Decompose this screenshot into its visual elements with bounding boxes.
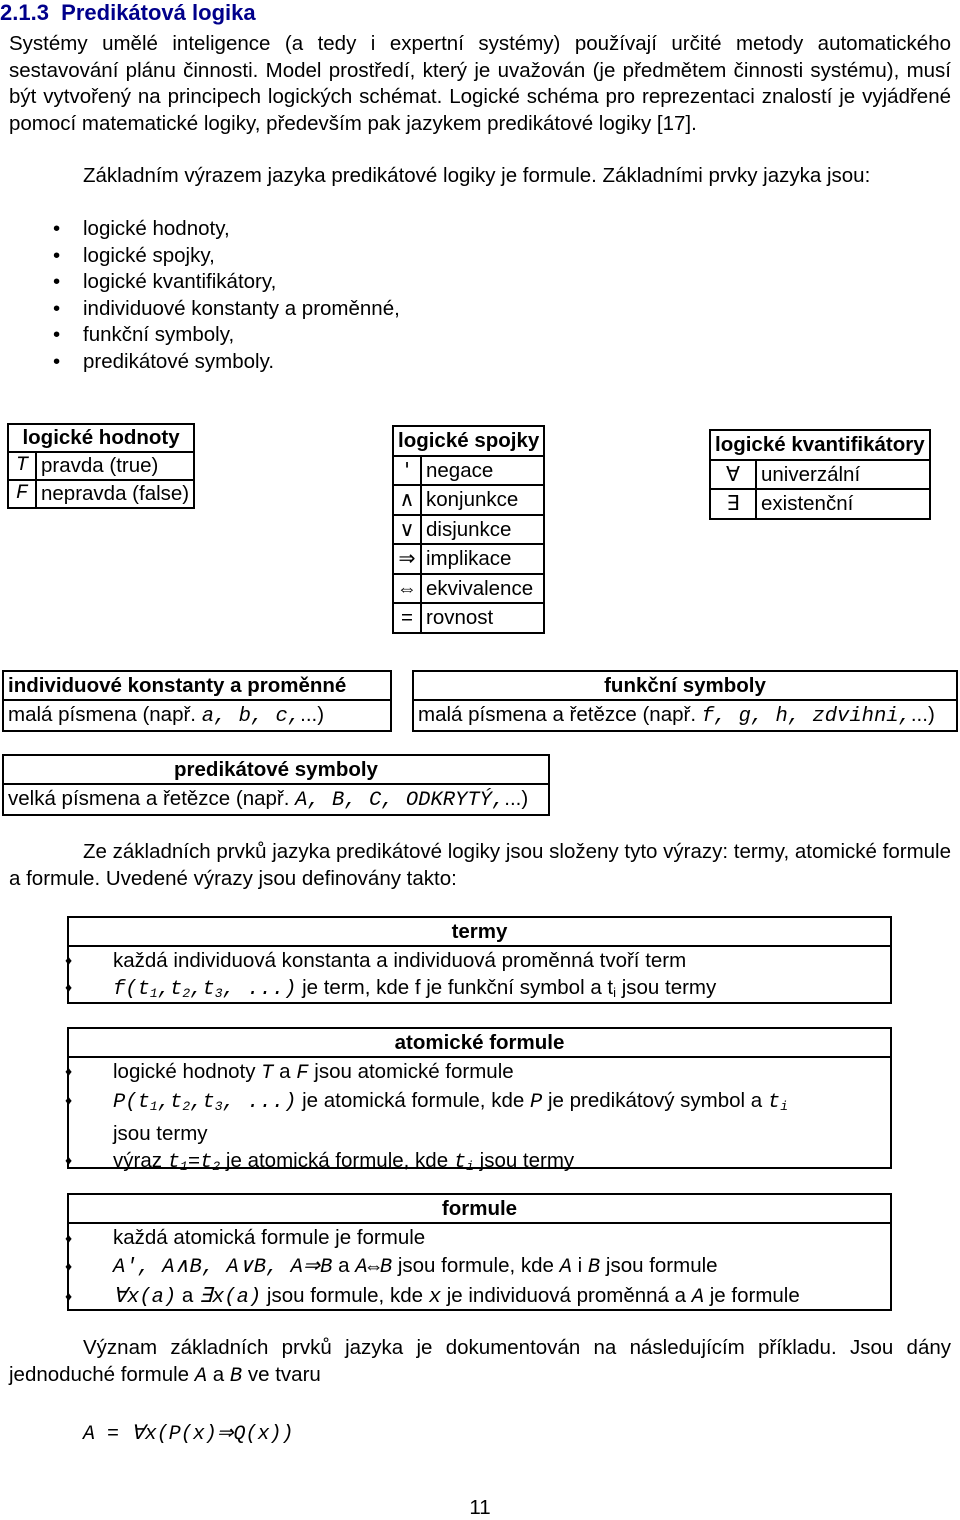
connectives-table bbox=[392, 425, 545, 634]
list-item: ♦ každá individuová konstanta a individuová proměnná tvoří term bbox=[69, 947, 890, 974]
symbol-cell: T bbox=[8, 452, 36, 480]
label-cell: rovnost bbox=[421, 603, 544, 633]
box-header: formule bbox=[69, 1195, 890, 1224]
equality-symbol: = bbox=[393, 603, 421, 633]
list-item: ♦ každá atomická formule je formule bbox=[69, 1224, 890, 1252]
section-heading bbox=[0, 0, 256, 26]
list-item: ♦ A', A∧B, A∨B, A⇒B a A⇔B jsou formule, kde A i B jsou formule bbox=[69, 1252, 890, 1282]
list-item: • individuové konstanty a proměnné, bbox=[9, 296, 609, 323]
list-item: • logické hodnoty, bbox=[9, 216, 609, 243]
table-header: logické hodnoty bbox=[8, 424, 194, 452]
list-item: • logické kvantifikátory, bbox=[9, 269, 609, 296]
label-cell: implikace bbox=[421, 544, 544, 574]
table-header: logické spojky bbox=[393, 426, 544, 456]
atomic-formulas-box bbox=[67, 1027, 892, 1174]
table-header: predikátové symboly bbox=[3, 755, 549, 784]
constants-description: malá písmena (např. a, b, c,...) bbox=[3, 700, 391, 731]
list-item: • predikátové symboly. bbox=[9, 349, 609, 376]
list-item: ♦ výraz $t_1=t_2$ je atomická formule, kde $t_i$ jsou termy bbox=[69, 1147, 890, 1180]
list-item: ♦ $P(t_1,t_2,t_3$, ...) je atomická formule, kde P je predikátový symbol a $t_i$ jsou termy bbox=[69, 1087, 890, 1147]
label-cell: negace bbox=[421, 456, 544, 486]
page-number: 11 bbox=[469, 1496, 491, 1519]
label-cell: existenční bbox=[756, 489, 930, 519]
label-cell: konjunkce bbox=[421, 485, 544, 515]
functions-description: malá písmena a řetězce (např. f, g, h, zdvihni,...) bbox=[413, 700, 957, 731]
existential-symbol: ∃ bbox=[710, 489, 756, 519]
example-paragraph: Význam základních prvků jazyka je dokumentován na následujícím příkladu. Jsou dány jednoduché formule A a B ve tvaru bbox=[9, 1336, 951, 1388]
label-cell: disjunkce bbox=[421, 515, 544, 545]
label-cell: univerzální bbox=[756, 460, 930, 490]
table-header: logické kvantifikátory bbox=[710, 430, 930, 460]
section-title: Predikátová logika bbox=[61, 0, 256, 25]
elements-list bbox=[9, 216, 609, 375]
box-header: termy bbox=[69, 918, 890, 947]
table-row bbox=[393, 515, 544, 545]
quantifiers-table bbox=[709, 429, 931, 520]
table-row bbox=[393, 544, 544, 574]
universal-symbol: ∀ bbox=[710, 460, 756, 490]
example-formula: A = ∀x(P(x)⇒Q(x)) bbox=[83, 1423, 294, 1446]
list-item: ♦ ∀x(a) a ∃x(a) jsou formule, kde x je individuová proměnná a A je formule bbox=[69, 1282, 890, 1312]
expressions-paragraph: Ze základních prvků jazyka predikátové logiky jsou složeny tyto výrazy: termy, atomické formule a formule. Uvedené výrazy jsou definovány takto: bbox=[9, 840, 951, 890]
implication-symbol: ⇒ bbox=[393, 544, 421, 574]
box-header: atomické formule bbox=[69, 1029, 890, 1058]
negation-symbol: ' bbox=[393, 456, 421, 486]
table-row bbox=[393, 603, 544, 633]
table-row bbox=[8, 452, 194, 480]
table-row bbox=[710, 460, 930, 490]
intro-paragraph: Systémy umělé inteligence (a tedy i expertní systémy) používají určité metody automatického sestavování plánu činnosti. Model prostředí, který je uvažován (je předmětem činnosti systému), musí být vytvořený na principech logických schémat. Logické schéma pro reprezentaci znalostí je vyjádřené pomocí matematické logiky, především pak jazykem predikátové logiky [17]. bbox=[9, 32, 951, 135]
label-cell: ekvivalence bbox=[421, 574, 544, 604]
predicates-description: velká písmena a řetězce (např. A, B, C, ODKRYTÝ,...) bbox=[3, 784, 549, 815]
formulas-box bbox=[67, 1193, 892, 1311]
table-header: individuové konstanty a proměnné bbox=[3, 671, 391, 700]
section-number: 2.1.3 bbox=[0, 0, 49, 25]
label-cell: nepravda (false) bbox=[36, 480, 194, 508]
values-table bbox=[7, 423, 195, 509]
table-header: funkční symboly bbox=[413, 671, 957, 700]
constants-table bbox=[2, 670, 392, 732]
symbol-cell: F bbox=[8, 480, 36, 508]
table-row bbox=[710, 489, 930, 519]
conjunction-symbol: ∧ bbox=[393, 485, 421, 515]
terms-box bbox=[67, 916, 892, 1004]
list-item: • logické spojky, bbox=[9, 243, 609, 270]
list-item: ♦ $f(t_1,t_2,t_3$, ...) je term, kde f je funkční symbol a $t_i$ jsou termy bbox=[69, 974, 890, 1007]
table-row bbox=[393, 574, 544, 604]
formula-paragraph: Základním výrazem jazyka predikátové logiky je formule. Základními prvky jazyka jsou: bbox=[83, 164, 871, 187]
label-cell: pravda (true) bbox=[36, 452, 194, 480]
table-row bbox=[8, 480, 194, 508]
table-row bbox=[393, 485, 544, 515]
equivalence-symbol: ⇔ bbox=[393, 574, 421, 604]
predicates-table bbox=[2, 754, 550, 816]
list-item: ♦ logické hodnoty T a F jsou atomické formule bbox=[69, 1058, 890, 1087]
table-row bbox=[393, 456, 544, 486]
list-item: • funkční symboly, bbox=[9, 322, 609, 349]
disjunction-symbol: ∨ bbox=[393, 515, 421, 545]
functions-table bbox=[412, 670, 958, 732]
